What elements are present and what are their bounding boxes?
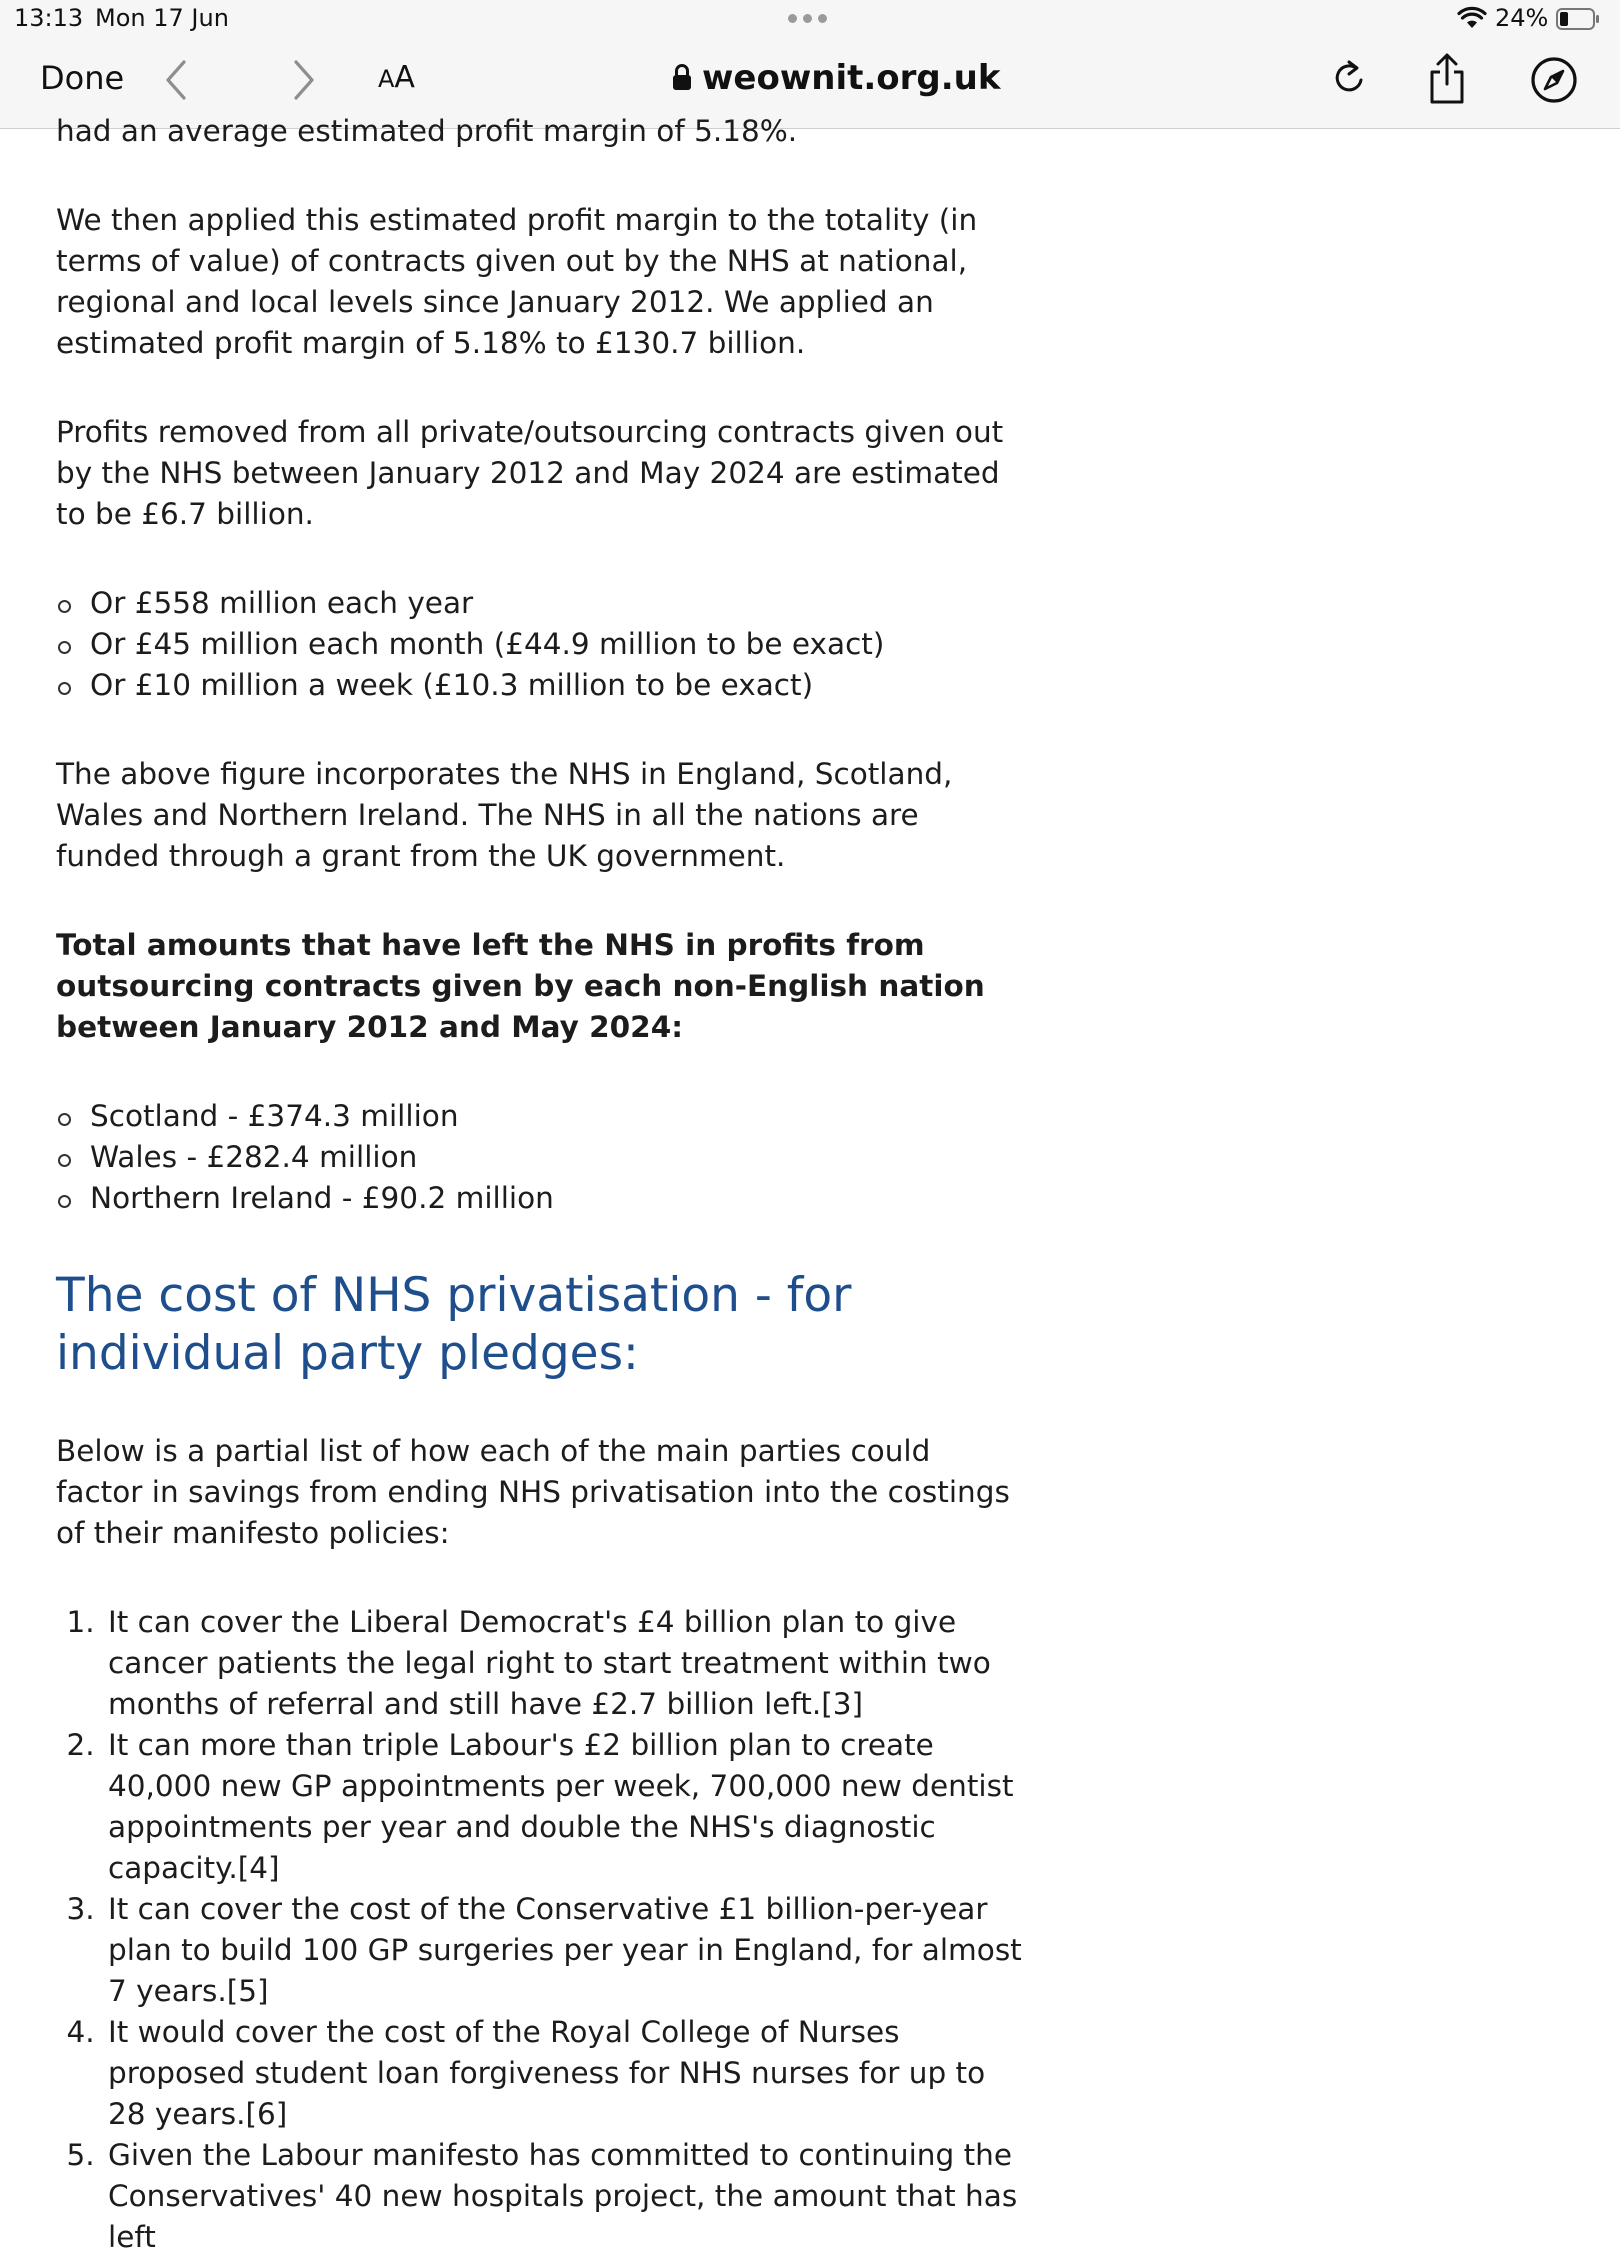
share-icon[interactable] bbox=[1426, 52, 1468, 106]
forward-chevron-icon[interactable] bbox=[288, 58, 320, 102]
done-button[interactable]: Done bbox=[40, 59, 125, 97]
text-size-small-a: A bbox=[378, 65, 395, 93]
nations-list bbox=[56, 1096, 1026, 1219]
paragraph-nations-funding: The above figure incorporates the NHS in England, Scotland, Wales and Northern Ireland. The NHS in all the nations are funded through a grant from the UK government. bbox=[56, 757, 953, 873]
address-bar[interactable] bbox=[672, 58, 1000, 98]
compass-icon[interactable] bbox=[1530, 56, 1578, 104]
back-chevron-icon[interactable] bbox=[160, 58, 192, 102]
nations-heading bbox=[56, 925, 1026, 1048]
wifi-icon bbox=[1458, 8, 1486, 30]
status-bar bbox=[0, 0, 1620, 40]
multitasking-dots-icon[interactable] bbox=[788, 14, 827, 23]
list-item: Northern Ireland - £90.2 million bbox=[90, 1178, 1026, 1219]
list-item: 3. It can cover the cost of the Conservative £1 billion-per-year plan to build 100 GP surgeries per year in England, for almost 7 years.[5] bbox=[104, 1889, 1026, 2012]
rates-list bbox=[56, 583, 1026, 706]
lock-icon bbox=[672, 63, 692, 91]
list-item: 1. It can cover the Liberal Democrat's £4 billion plan to give cancer patients the legal right to start treatment within two months of referral and still have £2.7 billion left.[3] bbox=[104, 1602, 1026, 1725]
list-item: Or £45 million each month (£44.9 million to be exact) bbox=[90, 624, 1026, 665]
list-item: Or £10 million a week (£10.3 million to be exact) bbox=[90, 665, 1026, 706]
list-item: Wales - £282.4 million bbox=[90, 1137, 1026, 1178]
article-content bbox=[56, 114, 1026, 2254]
list-item: Scotland - £374.3 million bbox=[90, 1096, 1026, 1137]
address-text: weownit.org.uk bbox=[702, 58, 1001, 98]
battery-percent: 24% bbox=[1495, 4, 1549, 32]
text-size-large-a: A bbox=[394, 60, 415, 95]
list-item: 4. It would cover the cost of the Royal College of Nurses proposed student loan forgiveness for NHS nurses for up to 28 years.[6] bbox=[104, 2012, 1026, 2135]
list-item: 5. Given the Labour manifesto has committed to continuing the Conservatives' 40 new hospitals project, the amount that has left bbox=[104, 2135, 1026, 2258]
reload-icon[interactable] bbox=[1330, 58, 1368, 102]
paragraph-methodology: We then applied this estimated profit margin to the totality (in terms of value) of contracts given out by the NHS at national, regional and local levels since January 2012. We applied an estimated profit margin of 5.18% to £130.7 billion. bbox=[56, 203, 978, 360]
list-item: Or £558 million each year bbox=[90, 583, 1026, 624]
paragraph-party-intro: Below is a partial list of how each of the main parties could factor in savings from ending NHS privatisation into the costings of their manifesto policies: bbox=[56, 1434, 1010, 1550]
battery-icon bbox=[1556, 8, 1600, 30]
paragraph-profits-removed: Profits removed from all private/outsourcing contracts given out by the NHS between January 2012 and May 2024 are estimated to be £6.7 billion. bbox=[56, 415, 1004, 531]
text-size-button[interactable] bbox=[378, 60, 415, 95]
section-heading: The cost of NHS privatisation - for individual party pledges: bbox=[56, 1268, 852, 1381]
list-item: 2. It can more than triple Labour's £2 billion plan to create 40,000 new GP appointments per week, 700,000 new dentist appointments per year and double the NHS's diagnostic capacity.[4] bbox=[104, 1725, 1026, 1889]
pledges-list bbox=[56, 1602, 1026, 2258]
nations-heading-text: Total amounts that have left the NHS in profits from outsourcing contracts given by each non-English nation between January 2012 and May 2024: bbox=[56, 928, 985, 1044]
status-date: Mon 17 Jun bbox=[95, 4, 229, 32]
paragraph-profit-margin: had an average estimated profit margin of 5.18%. bbox=[56, 114, 798, 148]
status-time: 13:13 bbox=[14, 4, 84, 32]
